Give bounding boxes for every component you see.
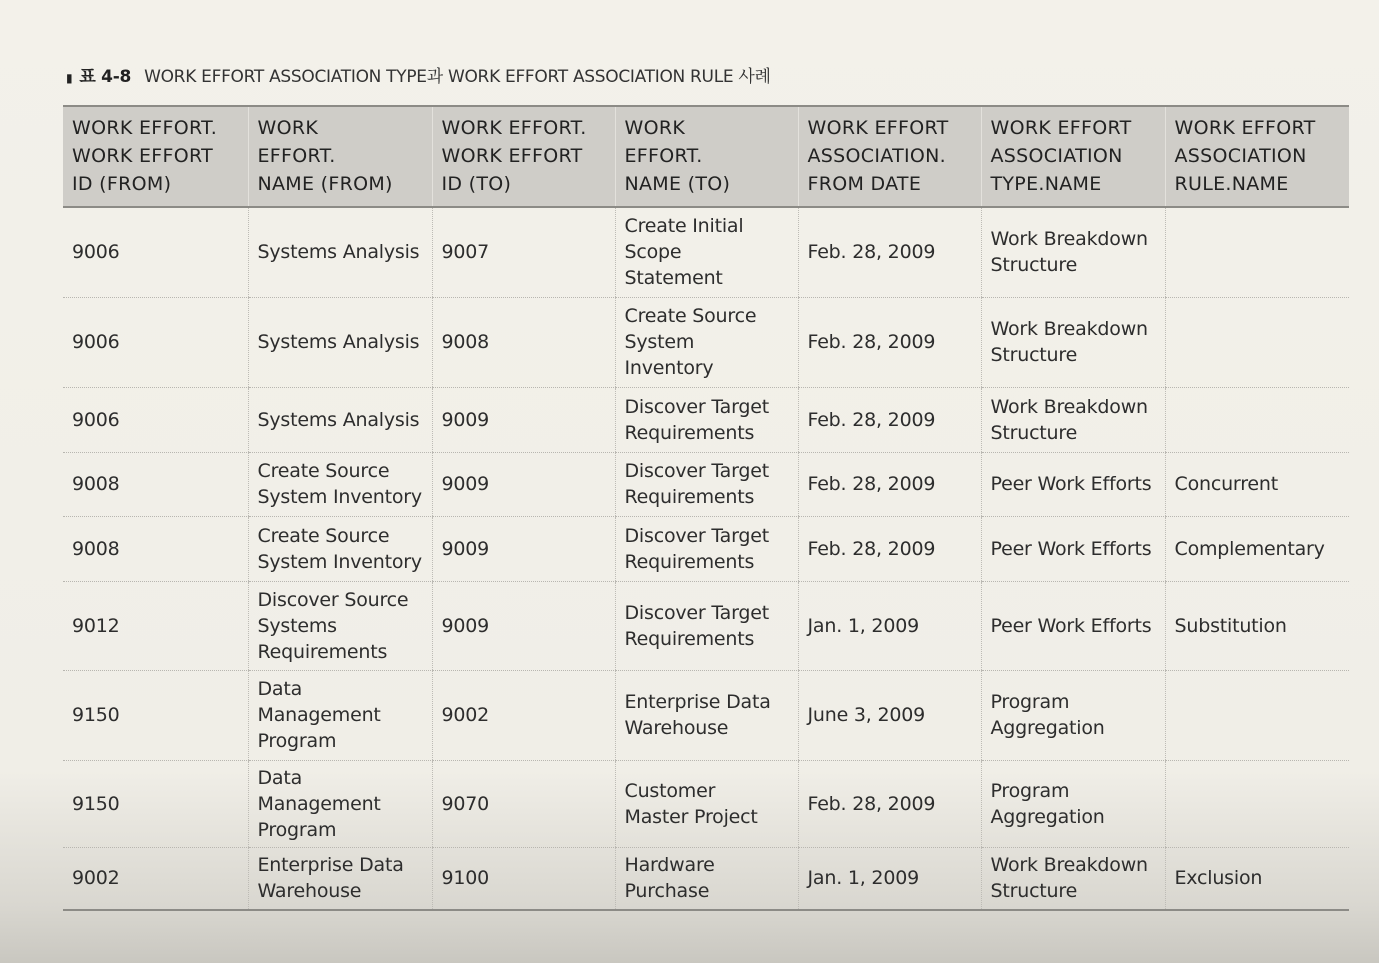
cell-text: Discover Target	[624, 601, 769, 624]
cell-text: Requirements	[624, 486, 755, 508]
table-cell	[63, 207, 248, 297]
header-line: WORK	[257, 117, 319, 139]
table-cell	[432, 516, 615, 581]
table-row	[63, 847, 1349, 910]
table-cell	[981, 516, 1165, 581]
table-cell	[615, 670, 798, 760]
table-cell	[1165, 670, 1349, 760]
header-row	[63, 106, 1349, 207]
table-cell	[1165, 452, 1349, 516]
table-cell	[432, 670, 615, 760]
cell-text: Peer Work Efforts	[990, 473, 1152, 495]
cell-text: Warehouse	[257, 880, 362, 903]
caption-marker: ▮	[66, 71, 73, 85]
cell-text: Discover Source	[257, 588, 409, 611]
cell-text: Master Project	[624, 805, 758, 828]
table-cell	[1165, 207, 1349, 297]
table-cell	[63, 581, 248, 670]
cell-text: Jan. 1, 2009	[807, 614, 919, 637]
cell-text: Structure	[990, 880, 1078, 903]
table-cell	[615, 516, 798, 581]
table-cell	[798, 297, 981, 387]
cell-text: Jan. 1, 2009	[807, 867, 919, 890]
cell-text: 9009	[441, 614, 490, 637]
cell-text: Work Breakdown	[990, 854, 1148, 877]
table-cell	[248, 760, 432, 847]
cell-text: 9150	[72, 792, 120, 815]
column-header	[1165, 106, 1349, 207]
header-line: ASSOCIATION	[990, 145, 1123, 167]
cell-text: Inventory	[624, 357, 714, 379]
table-cell	[981, 452, 1165, 516]
cell-text: Complementary	[1174, 537, 1325, 560]
table-cell	[248, 387, 432, 452]
table-cell	[798, 516, 981, 581]
header-line: ASSOCIATION	[1174, 145, 1307, 167]
table-cell	[63, 847, 248, 910]
table-cell	[248, 297, 432, 387]
table-cell	[615, 847, 798, 910]
cell-text: Warehouse	[624, 717, 729, 739]
cell-text: Create Source	[257, 524, 390, 547]
table-title: WORK EFFORT ASSOCIATION TYPE과 WORK EFFORT ASSOCIATION RULE 사례	[144, 67, 771, 87]
cell-text: 9008	[441, 331, 490, 353]
column-header	[248, 106, 432, 207]
table-row	[63, 387, 1349, 452]
header-line: ASSOCIATION.	[807, 145, 946, 167]
header-line: WORK EFFORT	[1174, 117, 1316, 139]
table-cell	[615, 387, 798, 452]
header-line: WORK EFFORT	[990, 117, 1132, 139]
table-cell	[798, 847, 981, 910]
header-line: WORK EFFORT.	[72, 117, 218, 139]
table-cell	[981, 760, 1165, 847]
table-row	[63, 207, 1349, 297]
table-cell	[981, 387, 1165, 452]
header-line: WORK EFFORT	[72, 145, 213, 167]
cell-text: Peer Work Efforts	[990, 537, 1152, 560]
column-header	[798, 106, 981, 207]
table-cell	[1165, 387, 1349, 452]
table-body	[63, 207, 1349, 910]
cell-text: Structure	[990, 344, 1078, 366]
cell-text: 9002	[72, 867, 120, 890]
cell-text: Discover Target	[624, 524, 769, 547]
header-line: NAME (FROM)	[257, 173, 393, 195]
cell-text: 9100	[441, 867, 490, 890]
table-cell	[798, 760, 981, 847]
table-cell	[1165, 581, 1349, 670]
header-line: EFFORT.	[624, 145, 703, 167]
table-cell	[432, 387, 615, 452]
cell-text: Peer Work Efforts	[990, 614, 1152, 637]
column-header	[63, 106, 248, 207]
cell-text: Structure	[990, 254, 1078, 277]
cell-text: Create Source	[624, 305, 757, 327]
header-line: NAME (TO)	[624, 173, 731, 195]
table-row	[63, 516, 1349, 581]
cell-text: 9008	[72, 537, 120, 560]
table-cell	[615, 297, 798, 387]
cell-text: Purchase	[624, 880, 710, 903]
cell-text: Work Breakdown	[990, 228, 1148, 251]
cell-text: Exclusion	[1174, 867, 1263, 890]
cell-text: Concurrent	[1174, 473, 1278, 495]
table-caption	[66, 62, 771, 87]
header-line: TYPE.NAME	[990, 173, 1102, 195]
cell-text: Feb. 28, 2009	[807, 473, 936, 495]
table-row	[63, 760, 1349, 847]
cell-text: Requirements	[624, 421, 755, 444]
cell-text: Aggregation	[990, 717, 1105, 739]
cell-text: Requirements	[624, 627, 755, 650]
table-cell	[1165, 516, 1349, 581]
cell-text: 9006	[72, 331, 120, 353]
cell-text: Data Management	[257, 766, 381, 815]
table-cell	[248, 207, 432, 297]
column-header	[432, 106, 615, 207]
cell-text: Statement	[624, 267, 723, 290]
cell-text: Discover Target	[624, 460, 769, 482]
table-cell	[63, 297, 248, 387]
cell-text: June 3, 2009	[807, 704, 926, 726]
table-row	[63, 297, 1349, 387]
table-cell	[981, 847, 1165, 910]
cell-text: Aggregation	[990, 805, 1105, 828]
table-cell	[248, 847, 432, 910]
work-effort-association-table	[63, 105, 1349, 911]
cell-text: 9009	[441, 473, 490, 495]
table-cell	[432, 297, 615, 387]
cell-text: Program	[257, 730, 337, 752]
table-cell	[432, 581, 615, 670]
cell-text: System Inventory	[257, 486, 422, 508]
cell-text: 9009	[441, 408, 490, 431]
cell-text: Program	[990, 691, 1070, 713]
cell-text: Create Source	[257, 460, 390, 482]
cell-text: Work Breakdown	[990, 318, 1148, 340]
header-line: ID (TO)	[441, 173, 512, 195]
cell-text: Systems Analysis	[257, 241, 420, 264]
cell-text: Requirements	[257, 640, 388, 663]
cell-text: System Inventory	[257, 550, 422, 573]
header-line: EFFORT.	[257, 145, 336, 167]
table-cell	[248, 670, 432, 760]
cell-text: Requirements	[624, 550, 755, 573]
table-cell	[1165, 297, 1349, 387]
cell-text: System	[624, 331, 695, 353]
table-cell	[981, 670, 1165, 760]
table-row	[63, 581, 1349, 670]
cell-text: Enterprise Data	[624, 691, 771, 713]
table-cell	[798, 670, 981, 760]
header-line: ID (FROM)	[72, 173, 172, 195]
table-cell	[798, 207, 981, 297]
column-header	[615, 106, 798, 207]
cell-text: Feb. 28, 2009	[807, 331, 936, 353]
table-cell	[63, 760, 248, 847]
cell-text: 9007	[441, 241, 490, 264]
header-line: WORK EFFORT.	[441, 117, 587, 139]
table-cell	[248, 581, 432, 670]
cell-text: Structure	[990, 421, 1078, 444]
cell-text: Feb. 28, 2009	[807, 537, 936, 560]
table-cell	[615, 207, 798, 297]
table-cell	[798, 387, 981, 452]
header-line: FROM DATE	[807, 173, 922, 195]
cell-text: Data Management	[257, 678, 381, 726]
table-cell	[798, 452, 981, 516]
cell-text: 9006	[72, 408, 120, 431]
table-cell	[248, 452, 432, 516]
cell-text: Substitution	[1174, 614, 1287, 637]
cell-text: Program	[257, 818, 337, 841]
table-cell	[615, 581, 798, 670]
cell-text: Enterprise Data	[257, 854, 404, 877]
cell-text: Customer	[624, 779, 716, 802]
table-cell	[63, 670, 248, 760]
cell-text: Feb. 28, 2009	[807, 241, 936, 264]
header-line: WORK EFFORT	[441, 145, 583, 167]
header-line: WORK	[624, 117, 686, 139]
cell-text: Systems Analysis	[257, 331, 420, 353]
cell-text: Create Initial	[624, 215, 744, 238]
cell-text: 9006	[72, 241, 120, 264]
table-cell	[981, 581, 1165, 670]
cell-text: Hardware	[624, 854, 715, 877]
table-cell	[248, 516, 432, 581]
table-cell	[432, 847, 615, 910]
table-row	[63, 452, 1349, 516]
cell-text: 9002	[441, 704, 490, 726]
header-line: RULE.NAME	[1174, 173, 1289, 195]
table-cell	[1165, 760, 1349, 847]
cell-text: 9008	[72, 473, 120, 495]
table-cell	[63, 516, 248, 581]
cell-text: Systems	[257, 614, 337, 637]
table-row	[63, 670, 1349, 760]
cell-text: Program	[990, 779, 1070, 802]
table-cell	[432, 207, 615, 297]
cell-text: 9150	[72, 704, 120, 726]
table-cell	[432, 452, 615, 516]
cell-text: Discover Target	[624, 395, 769, 418]
table-cell	[1165, 847, 1349, 910]
table-cell	[432, 760, 615, 847]
cell-text: Feb. 28, 2009	[807, 408, 936, 431]
cell-text: Scope	[624, 241, 682, 264]
header-line: WORK EFFORT	[807, 117, 949, 139]
table-cell	[63, 452, 248, 516]
cell-text: 9012	[72, 614, 120, 637]
cell-text: Systems Analysis	[257, 408, 420, 431]
cell-text: 9009	[441, 537, 490, 560]
cell-text: Feb. 28, 2009	[807, 792, 936, 815]
table-cell	[981, 207, 1165, 297]
table-cell	[798, 581, 981, 670]
column-header	[981, 106, 1165, 207]
table-cell	[615, 452, 798, 516]
cell-text: Work Breakdown	[990, 395, 1148, 418]
table-cell	[615, 760, 798, 847]
cell-text: 9070	[441, 792, 490, 815]
table-cell	[63, 387, 248, 452]
table-cell	[981, 297, 1165, 387]
table-number: 표 4-8	[79, 67, 131, 87]
